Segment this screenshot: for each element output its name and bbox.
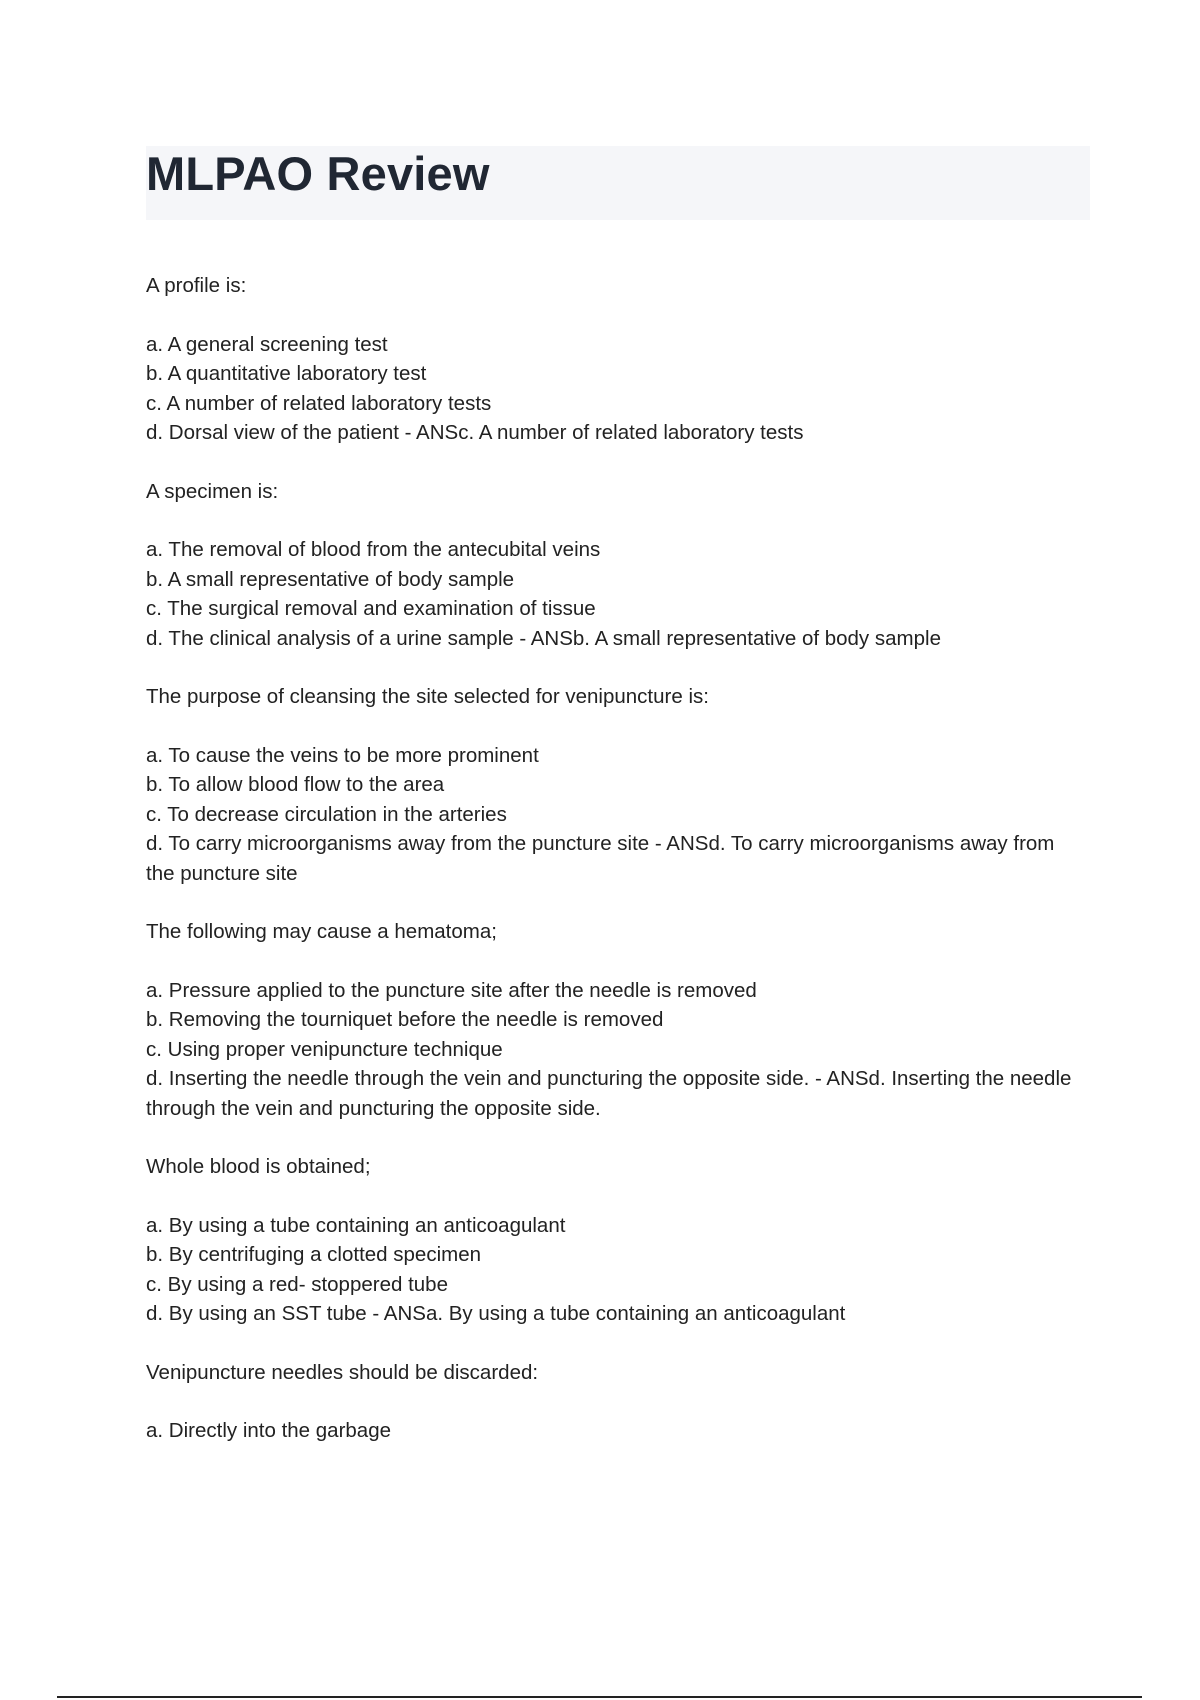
- footer-rule: [57, 1696, 1142, 1698]
- answer-option-a: a. By using a tube containing an anticoagulant: [146, 1213, 566, 1237]
- question-text: The purpose of cleansing the site selected for venipuncture is:: [146, 685, 709, 708]
- answer-option-c: c. Using proper venipuncture technique: [146, 1037, 503, 1061]
- answer-option-c: c. The surgical removal and examination of tissue: [146, 597, 596, 620]
- answer-option-d: d. Inserting the needle through the vein and puncturing the opposite side. - ANSd. Inserting the needle through the vein and puncturing the opposite side.: [146, 1067, 1072, 1120]
- question-text: A profile is:: [146, 274, 247, 297]
- question-text: Whole blood is obtained;: [146, 1155, 371, 1178]
- answer-option-d: d. By using an SST tube - ANSa. By using a tube containing an anticoagulant: [146, 1302, 846, 1325]
- document-title: MLPAO Review: [146, 147, 490, 200]
- answer-option-b: b. A small representative of body sample: [146, 567, 515, 591]
- answer-option-d: d. To carry microorganisms away from the puncture site - ANSd. To carry microorganisms away from the puncture site: [146, 832, 1055, 885]
- answer-option-c: c. By using a red- stoppered tube: [146, 1272, 448, 1296]
- answer-option-c: c. A number of related laboratory tests: [146, 391, 492, 415]
- question-text: The following may cause a hematoma;: [146, 920, 497, 943]
- answer-option-a: a. To cause the veins to be more prominent: [146, 743, 539, 767]
- question-4: [146, 917, 1086, 1123]
- question-text: A specimen is:: [146, 479, 279, 503]
- answer-option-c: c. To decrease circulation in the arteries: [146, 802, 507, 826]
- question-text: Venipuncture needles should be discarded:: [146, 1360, 539, 1384]
- answer-option-a: a. Directly into the garbage: [146, 1419, 391, 1442]
- question-2: [146, 477, 1086, 654]
- answer-option-a: a. The removal of blood from the antecubital veins: [146, 538, 601, 561]
- answer-option-a: a. Pressure applied to the puncture site after the needle is removed: [146, 978, 757, 1002]
- question-5: [146, 1152, 1086, 1329]
- question-list: [146, 271, 1086, 1475]
- answer-option-b: b. To allow blood flow to the area: [146, 773, 445, 796]
- question-6: [146, 1358, 1086, 1446]
- answer-option-d: d. The clinical analysis of a urine sample - ANSb. A small representative of body sample: [146, 626, 941, 650]
- answer-option-d: d. Dorsal view of the patient - ANSc. A number of related laboratory tests: [146, 421, 804, 444]
- answer-option-a: a. A general screening test: [146, 332, 388, 356]
- answer-option-b: b. Removing the tourniquet before the needle is removed: [146, 1008, 664, 1031]
- answer-option-b: b. By centrifuging a clotted specimen: [146, 1243, 482, 1266]
- question-3: [146, 682, 1086, 888]
- question-1: [146, 271, 1086, 448]
- answer-option-b: b. A quantitative laboratory test: [146, 362, 427, 385]
